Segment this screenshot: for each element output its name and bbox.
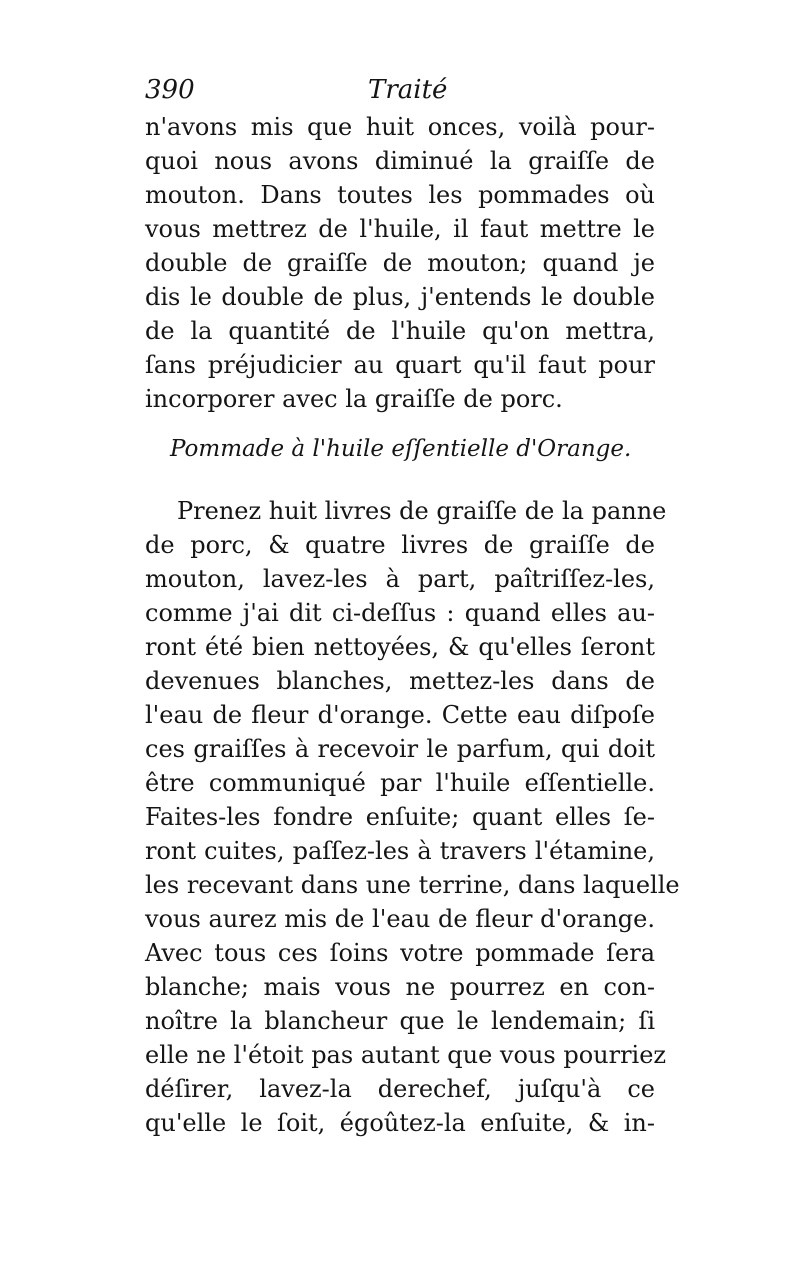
text-line: qu'elle le ſoit, égoûtez-la enſuite, & in- <box>145 1109 655 1137</box>
text-line: devenues blanches, mettez-les dans de <box>145 667 655 695</box>
text-line: double de graiſſe de mouton; quand je <box>145 249 655 277</box>
text-line: Faites-les fondre enſuite; quant elles ſe- <box>145 803 655 831</box>
text-line: elle ne l'étoit pas autant que vous pourriez <box>145 1041 667 1069</box>
text-line: vous mettrez de l'huile, il faut mettre le <box>145 215 655 243</box>
page-number: 390 <box>145 75 195 105</box>
text-line: déſirer, lavez-la derechef, juſqu'à ce <box>145 1075 655 1103</box>
text-line: dis le double de plus, j'entends le double <box>145 283 655 311</box>
text-line: incorporer avec la graiſſe de porc. <box>145 385 563 413</box>
text-line: Avec tous ces ſoins votre pommade ſera <box>145 939 655 967</box>
text-line: de porc, & quatre livres de graiſſe de <box>145 531 655 559</box>
text-line: blanche; mais vous ne pourrez en con- <box>145 973 655 1001</box>
text-line: Prenez huit livres de graiſſe de la panne <box>177 497 667 525</box>
paragraph-recipe <box>145 494 680 1140</box>
text-line: mouton. Dans toutes les pommades où <box>145 181 655 209</box>
text-line: ces graiſſes à recevoir le parfum, qui doit <box>145 735 655 763</box>
text-line: noître la blancheur que le lendemain; ſi <box>145 1007 655 1035</box>
text-line: comme j'ai dit ci-deſſus : quand elles au- <box>145 599 655 627</box>
text-line: mouton, lavez-les à part, paîtriſſez-les, <box>145 565 655 593</box>
text-line: de la quantité de l'huile qu'on mettra, <box>145 317 655 345</box>
text-line: n'avons mis que huit onces, voilà pour- <box>145 113 655 141</box>
page-header <box>145 70 655 110</box>
text-line: quoi nous avons diminué la graiſſe de <box>145 147 655 175</box>
section-title: Pommade à l'huile eſſentielle d'Orange. <box>170 436 632 462</box>
text-line: vous aurez mis de l'eau de fleur d'orange. <box>145 905 655 933</box>
text-line: ront été bien nettoyées, & qu'elles ſeront <box>145 633 655 661</box>
text-line: les recevant dans une terrine, dans laquelle <box>145 871 680 899</box>
text-line: ront cuites, paſſez-les à travers l'étamine, <box>145 837 655 865</box>
text-line: l'eau de fleur d'orange. Cette eau diſpoſe <box>145 701 655 729</box>
paragraph-continuation <box>145 110 655 416</box>
text-line: ſans préjudicier au quart qu'il faut pour <box>145 351 655 379</box>
text-line: être communiqué par l'huile eſſentielle. <box>145 769 655 797</box>
running-head: Traité <box>368 75 448 105</box>
